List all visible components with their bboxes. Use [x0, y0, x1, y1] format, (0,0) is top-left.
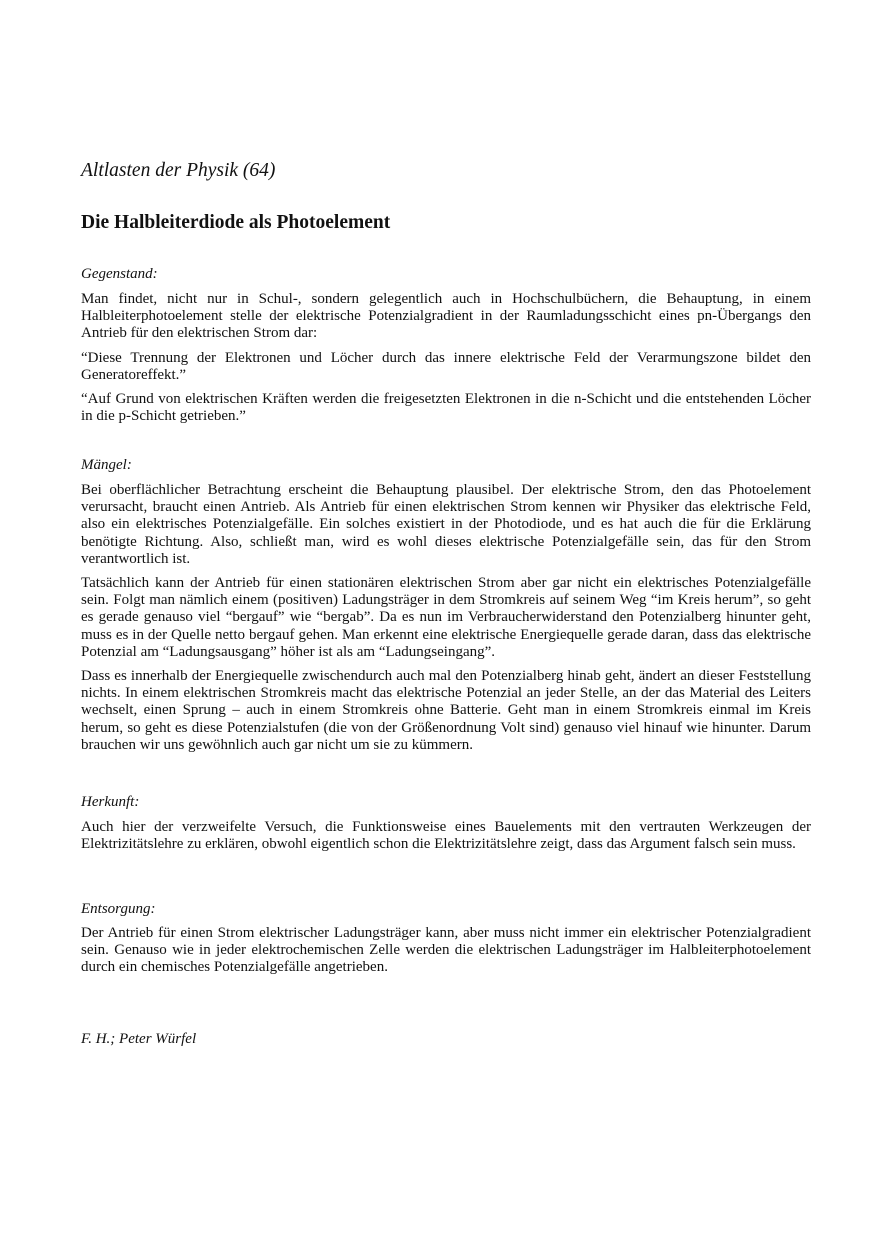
paragraph: Der Antrieb für einen Strom elektrischer Ladungsträger kann, aber muss nicht immer ein elektrischer Potenzialgradient sein. Genauso wie in jeder elektrochemischen Zelle werden die elektrischen Ladungsträger im Halbleiterphotoelement durch ein chemisches Potenzialgefälle angetrieben. — [81, 925, 811, 976]
paragraph: Dass es innerhalb der Energiequelle zwischendurch auch mal den Potenzialberg hinab geht, ändert an dieser Feststellung nichts. In einem elektrischen Stromkreis macht das elektrische Potenzial an jeder Stelle, an der das Material des Leiters wechselt, einen Sprung – auch in einem Stromkreis ohne Batterie. Geht man in einem Stromkreis einmal im Kreis herum, so geht es diese Potenzialstufen (die von der Größenordnung Volt sind) genauso viel hinauf wie hinunter. Darum brauchen wir uns gewöhnlich auch gar nicht um sie zu kümmern. — [81, 668, 811, 753]
paragraph: Man findet, nicht nur in Schul-, sondern gelegentlich auch in Hochschulbüchern, die Behauptung, in einem Halbleiterphotoelement stelle der elektrische Potenzialgradient in der Raumladungsschicht eines pn-Übergangs den Antrieb für den elektrischen Strom dar: — [81, 291, 811, 342]
paragraph: Auch hier der verzweifelte Versuch, die Funktionsweise eines Bauelements mit den vertrauten Werkzeugen der Elektrizitätslehre zu erklären, obwohl eigentlich schon die Elektrizitätslehre zeigt, dass das Argument falsch sein muss. — [81, 819, 811, 853]
quote-paragraph: “Auf Grund von elektrischen Kräften werden die freigesetzten Elektronen in die n-Schicht und die entstehenden Löcher in die p-Schicht getrieben.” — [81, 391, 811, 425]
quote-paragraph: “Diese Trennung der Elektronen und Löcher durch das innere elektrische Feld der Verarmungszone bildet den Generatoreffekt.” — [81, 349, 811, 383]
series-title: Altlasten der Physik (64) — [81, 160, 276, 181]
article-title: Die Halbleiterdiode als Photoelement — [81, 212, 391, 233]
section-heading-entsorgung: Entsorgung: — [81, 901, 156, 917]
section-body-gegenstand — [81, 291, 811, 432]
section-body-maengel — [81, 482, 811, 761]
section-heading-herkunft: Herkunft: — [81, 794, 140, 810]
section-heading-maengel: Mängel: — [81, 457, 132, 473]
section-body-entsorgung — [81, 925, 811, 984]
author-signature: F. H.; Peter Würfel — [81, 1031, 197, 1047]
paragraph: Bei oberflächlicher Betrachtung erscheint die Behauptung plausibel. Der elektrische Strom, den das Photoelement verursacht, braucht einen Antrieb. Als Antrieb für einen elektrischen Strom kennen wir Physiker das elektrische Feld, also ein elektrisches Potenzialgefälle. Ein solches existiert in der Photodiode, und es hat auch die für die Erklärung benötigte Richtung. Also, schließt man, wird es wohl dieses elektrische Potenzialgefälle sein, das für den Strom verantwortlich ist. — [81, 482, 811, 567]
section-heading-gegenstand: Gegenstand: — [81, 266, 158, 282]
section-body-herkunft — [81, 819, 811, 860]
paragraph: Tatsächlich kann der Antrieb für einen stationären elektrischen Strom aber gar nicht ein elektrisches Potenzialgefälle sein. Folgt man nämlich einem (positiven) Ladungsträger in dem Stromkreis auf seinem Weg “im Kreis herum”, so geht es gerade genauso viel “bergauf” wie “bergab”. Da es nun im Verbraucherwiderstand den Potenzialberg hinunter geht, muss es in der Quelle netto bergauf gehen. Man erkennt eine elektrische Energiequelle gerade daran, dass das elektrische Potenzial am “Ladungsausgang” höher ist als am “Ladungseingang”. — [81, 575, 811, 660]
